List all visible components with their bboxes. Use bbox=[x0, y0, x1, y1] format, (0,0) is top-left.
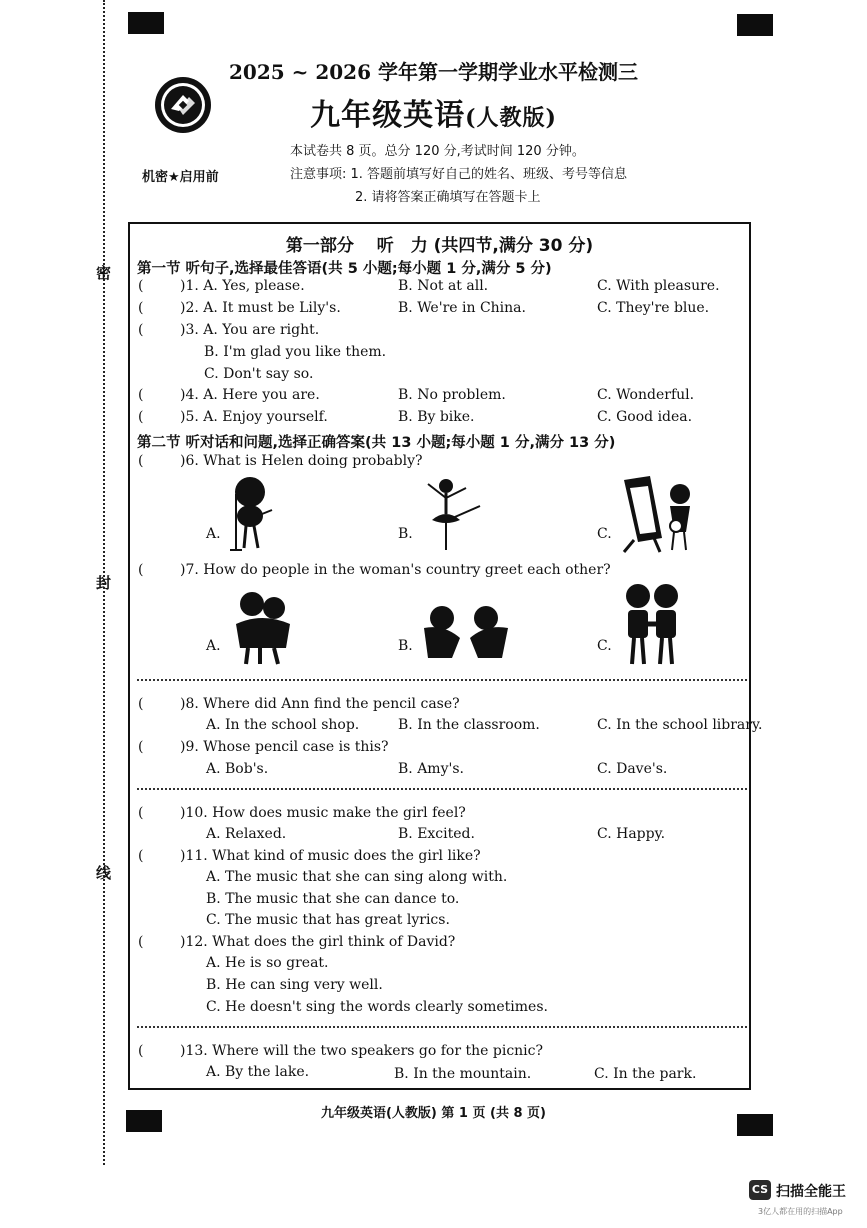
q13-option-b: B. In the mountain. bbox=[394, 1066, 532, 1082]
q7-option-c: C. bbox=[597, 638, 612, 654]
side-char-feng: 封 bbox=[96, 574, 112, 592]
scan-mark-top-right bbox=[737, 14, 773, 36]
answer-paren: ( bbox=[138, 387, 144, 403]
question-8: )8. Where did Ann find the pencil case? bbox=[180, 696, 460, 712]
exam-notes-2: 2. 请将答案正确填写在答题卡上 bbox=[355, 190, 541, 205]
side-char-xian: 线 bbox=[96, 864, 112, 882]
q8-option-b: B. In the classroom. bbox=[398, 717, 540, 733]
q12-option-c: C. He doesn't sing the words clearly sometimes. bbox=[206, 999, 548, 1015]
section1-heading: 第一节 听句子,选择最佳答语(共 5 小题;每小题 1 分,满分 5 分) bbox=[137, 261, 552, 277]
answer-paren: ( bbox=[138, 322, 144, 338]
dialogue-separator bbox=[137, 788, 747, 790]
q12-option-b: B. He can sing very well. bbox=[206, 977, 383, 993]
exam-subject: 九年级英语 bbox=[310, 98, 466, 133]
q10-option-a: A. Relaxed. bbox=[206, 826, 287, 842]
answer-paren: ( bbox=[138, 562, 144, 578]
answer-paren: ( bbox=[138, 805, 144, 821]
answer-paren: ( bbox=[138, 409, 144, 425]
scan-mark-top-left bbox=[128, 12, 164, 34]
q4-option-b: B. No problem. bbox=[398, 387, 506, 403]
question-5: )5. A. Enjoy yourself. bbox=[180, 409, 328, 425]
exam-edition: (人教版) bbox=[465, 105, 557, 131]
q13-option-c: C. In the park. bbox=[594, 1066, 697, 1082]
exam-title-line1: 2025 ~ 2026 学年第一学期学业水平检测三 bbox=[229, 60, 638, 84]
answer-paren: ( bbox=[138, 934, 144, 950]
secret-label: 机密★启用前 bbox=[142, 170, 219, 185]
answer-paren: ( bbox=[138, 1043, 144, 1059]
q11-option-a: A. The music that she can sing along with. bbox=[206, 869, 508, 885]
q2-option-c: C. They're blue. bbox=[597, 300, 710, 316]
answer-paren: ( bbox=[138, 300, 144, 316]
question-11: )11. What kind of music does the girl like? bbox=[180, 848, 481, 864]
q5-option-c: C. Good idea. bbox=[597, 409, 693, 425]
q11-option-c: C. The music that has great lyrics. bbox=[206, 912, 450, 928]
q3-option-c: C. Don't say so. bbox=[204, 366, 314, 382]
question-4: )4. A. Here you are. bbox=[180, 387, 320, 403]
camscanner-logo-icon: CS bbox=[749, 1180, 771, 1200]
q12-option-a: A. He is so great. bbox=[206, 955, 329, 971]
people-bowing-icon bbox=[420, 604, 512, 660]
question-6: )6. What is Helen doing probably? bbox=[180, 453, 423, 469]
q11-option-b: B. The music that she can dance to. bbox=[206, 891, 460, 907]
q8-option-c: C. In the school library. bbox=[597, 717, 763, 733]
q6-option-a: A. bbox=[206, 526, 221, 542]
q10-option-b: B. Excited. bbox=[398, 826, 475, 842]
q9-option-b: B. Amy's. bbox=[398, 761, 464, 777]
q4-option-c: C. Wonderful. bbox=[597, 387, 695, 403]
answer-paren: ( bbox=[138, 278, 144, 294]
question-10: )10. How does music make the girl feel? bbox=[180, 805, 466, 821]
q3-option-b: B. I'm glad you like them. bbox=[204, 344, 387, 360]
q7-option-b: B. bbox=[398, 638, 413, 654]
dialogue-separator bbox=[137, 1026, 747, 1028]
people-hugging-icon bbox=[226, 588, 300, 666]
answer-paren: ( bbox=[138, 453, 144, 469]
girl-singing-icon bbox=[222, 474, 278, 554]
girl-painting-icon bbox=[614, 474, 696, 554]
part1-title: 第一部分 听 力 (共四节,满分 30 分) bbox=[285, 236, 594, 256]
answer-paren: ( bbox=[138, 848, 144, 864]
side-char-mi: 密 bbox=[96, 264, 112, 282]
q7-option-a: A. bbox=[206, 638, 221, 654]
q9-option-c: C. Dave's. bbox=[597, 761, 668, 777]
question-7: )7. How do people in the woman's country greet each other? bbox=[180, 562, 611, 578]
section2-heading: 第二节 听对话和问题,选择正确答案(共 13 小题;每小题 1 分,满分 13 分) bbox=[137, 435, 616, 451]
exam-info: 本试卷共 8 页。总分 120 分,考试时间 120 分钟。 bbox=[290, 144, 585, 159]
question-2: )2. A. It must be Lily's. bbox=[180, 300, 341, 316]
q10-option-c: C. Happy. bbox=[597, 826, 666, 842]
question-13: )13. Where will the two speakers go for the picnic? bbox=[180, 1043, 543, 1059]
exam-title-main bbox=[0, 90, 867, 134]
q2-option-b: B. We're in China. bbox=[398, 300, 526, 316]
answer-paren: ( bbox=[138, 696, 144, 712]
girl-dancing-icon bbox=[418, 474, 484, 554]
q6-option-b: B. bbox=[398, 526, 413, 542]
camscanner-name: 扫描全能王 bbox=[776, 1184, 846, 1200]
question-9: )9. Whose pencil case is this? bbox=[180, 739, 389, 755]
q1-option-c: C. With pleasure. bbox=[597, 278, 720, 294]
page-footer: 九年级英语(人教版) 第 1 页 (共 8 页) bbox=[320, 1106, 546, 1121]
question-3: )3. A. You are right. bbox=[180, 322, 320, 338]
q6-option-c: C. bbox=[597, 526, 612, 542]
dialogue-separator bbox=[137, 679, 747, 681]
exam-notes-1: 注意事项: 1. 答题前填写好自己的姓名、班级、考号等信息 bbox=[290, 167, 628, 182]
q9-option-a: A. Bob's. bbox=[206, 761, 269, 777]
question-12: )12. What does the girl think of David? bbox=[180, 934, 456, 950]
q1-option-b: B. Not at all. bbox=[398, 278, 489, 294]
q5-option-b: B. By bike. bbox=[398, 409, 475, 425]
camscanner-tagline: 3亿人都在用的扫描App bbox=[758, 1207, 843, 1216]
answer-paren: ( bbox=[138, 739, 144, 755]
people-shaking-hands-icon bbox=[620, 580, 684, 666]
q13-option-a: A. By the lake. bbox=[206, 1064, 310, 1080]
q8-option-a: A. In the school shop. bbox=[206, 717, 360, 733]
question-1: )1. A. Yes, please. bbox=[180, 278, 305, 294]
